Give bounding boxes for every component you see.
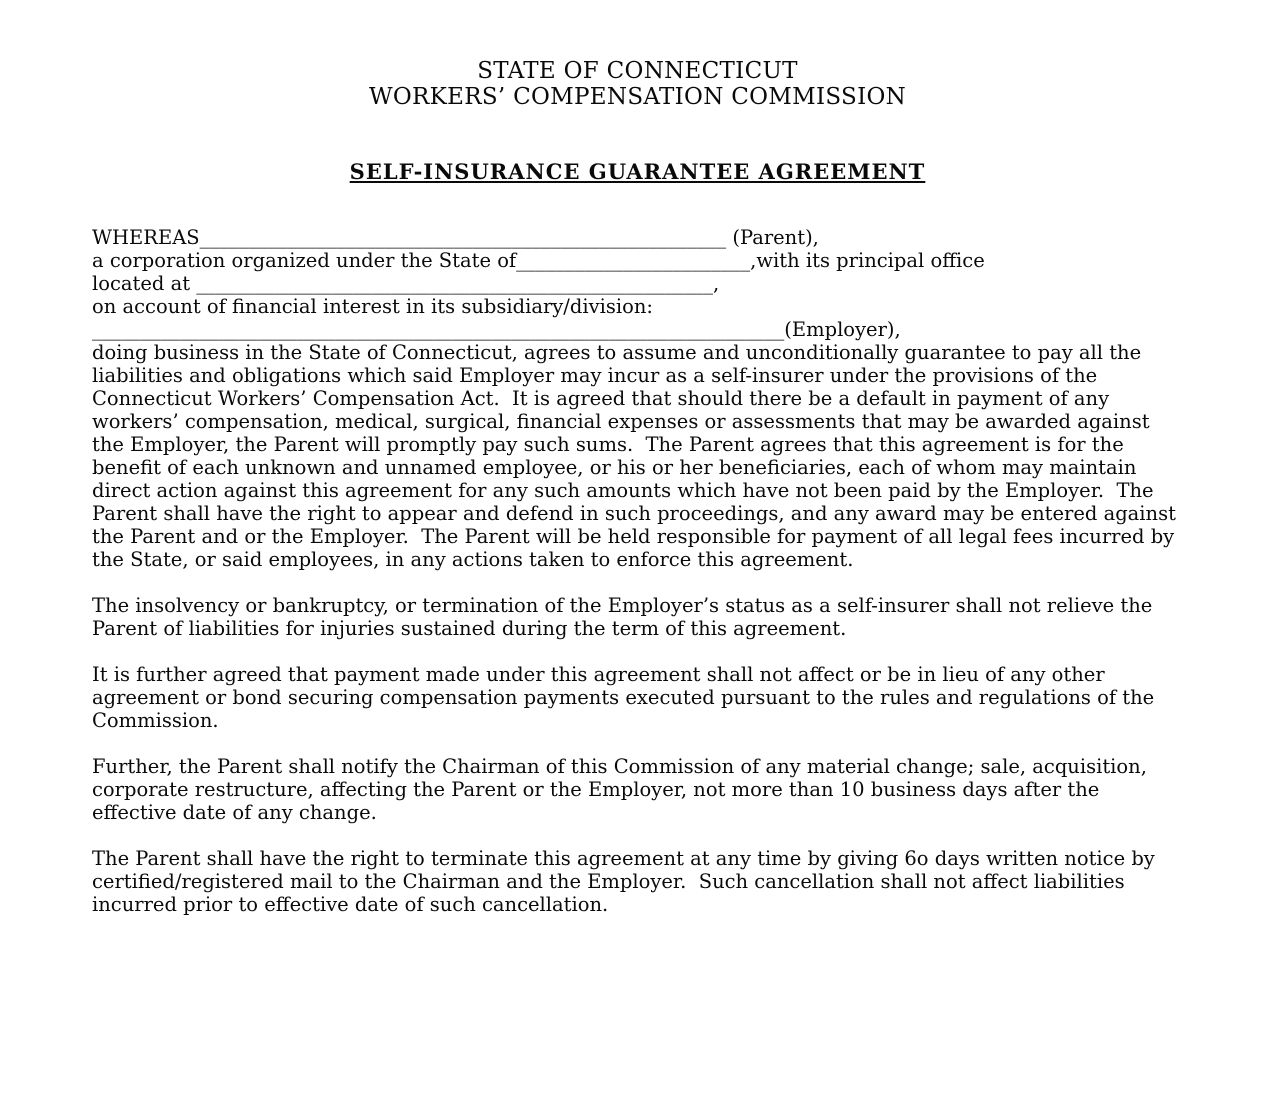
whereas-line-address-blank: located at _____________________________________________________, (92, 272, 720, 295)
whereas-line-subsidiary-label: on account of financial interest in its subsidiary/division: (92, 295, 653, 318)
whereas-line-parent-blank: WHEREAS______________________________________________________ (Parent), (92, 226, 819, 249)
document-title: SELF-INSURANCE GUARANTEE AGREEMENT (349, 159, 926, 184)
paragraph-terminate-right: The Parent shall have the right to terminate this agreement at any time by giving 6o days written notice by certified/registered mail to the Chairman and the Employer. Such cancellation shall not affect liabilities incurred prior to effective date of such cancellation. (92, 847, 1162, 916)
whereas-body-text: doing business in the State of Connecticut, agrees to assume and unconditionally guarantee to pay all the liabilities and obligations which said Employer may incur as a self-insurer under the provisions of the Connecticut Workers’ Compensation Act. It is agreed that should there be a default in payment of any workers’ compensation, medical, surgical, financial expenses or assessments that may be awarded against the Employer, the Parent will promptly pay such sums. The Parent agrees that this agreement is for the benefit of each unknown and unnamed employee, or his or her beneficiaries, each of whom may maintain direct action against this agreement for any such amounts which have not been paid by the Employer. The Parent shall have the right to appear and defend in such proceedings, and any award may be entered against the Parent and or the Employer. The Parent will be held responsible for payment of all legal fees incurred by the State, or said employees, in any actions taken to enforce this agreement. (92, 341, 1183, 571)
header-line-commission: WORKERS’ COMPENSATION COMMISSION (368, 84, 907, 110)
document-header (92, 58, 1183, 110)
whereas-line-employer-blank: _______________________________________________________________________(Employer), (92, 318, 901, 341)
whereas-line-state-blank: a corporation organized under the State of________________________,with its principal office (92, 249, 985, 272)
paragraph-insolvency: The insolvency or bankruptcy, or termination of the Employer’s status as a self-insurer shall not relieve the Parent of liabilities for injuries sustained during the term of this agreement. (92, 594, 1159, 640)
header-line-state: STATE OF CONNECTICUT (477, 58, 798, 84)
paragraph-notify-chairman: Further, the Parent shall notify the Chairman of this Commission of any material change; sale, acquisition, corporate restructure, affecting the Parent or the Employer, not more than 10 business days after the effective date of any change. (92, 755, 1154, 824)
paragraph-further-agreed: It is further agreed that payment made under this agreement shall not affect or be in lieu of any other agreement or bond securing compensation payments executed pursuant to the rules and regulations of the Commission. (92, 663, 1161, 732)
whereas-paragraph (92, 226, 1183, 571)
